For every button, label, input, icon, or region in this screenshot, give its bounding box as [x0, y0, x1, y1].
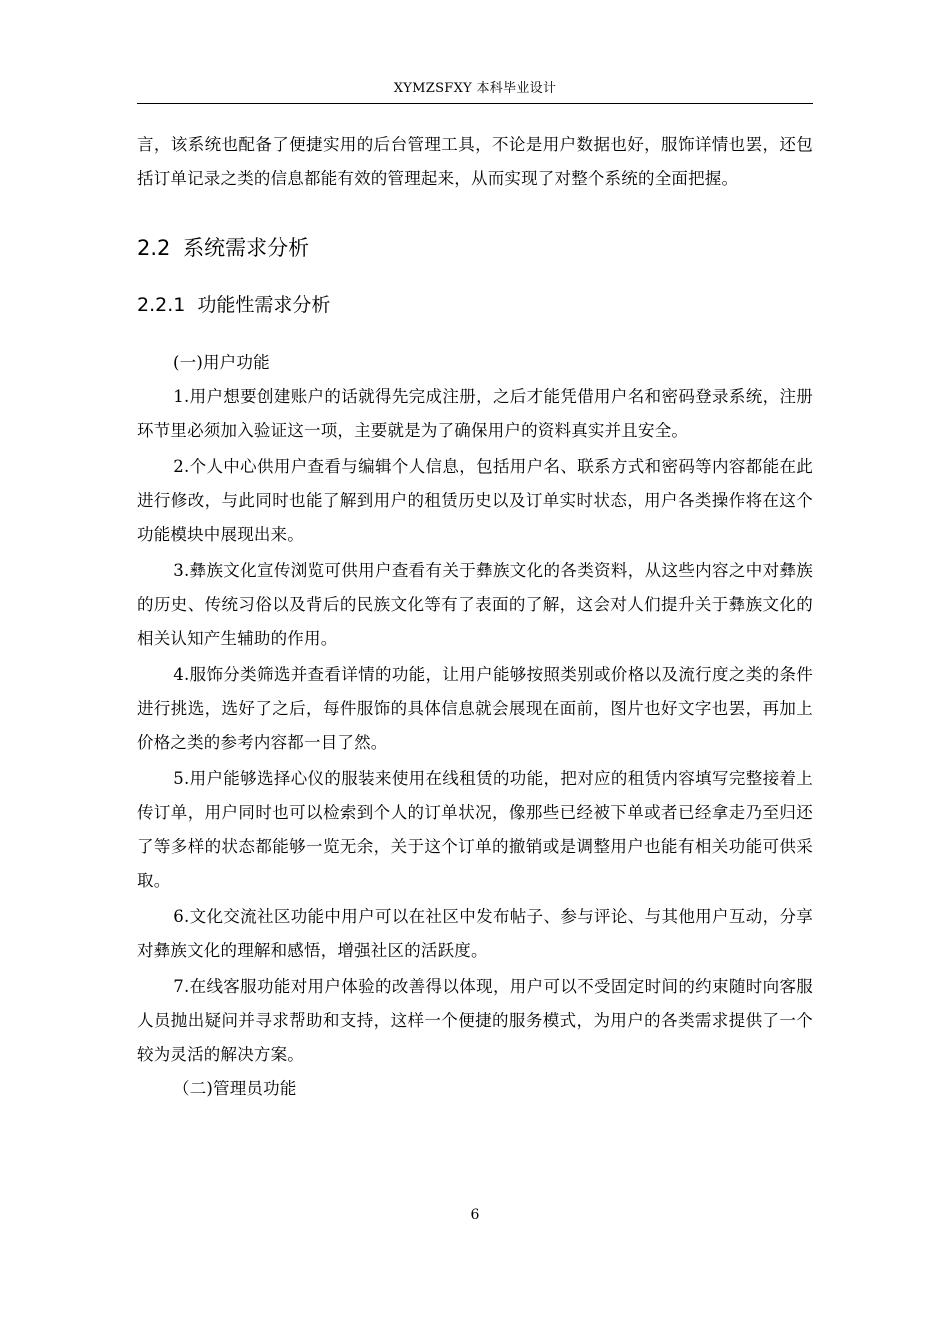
subsection-title: 功能性需求分析: [197, 294, 331, 316]
list-item: 2.个人中心供用户查看与编辑个人信息，包括用户名、联系方式和密码等内容都能在此进行修改，与此同时也能了解到用户的租赁历史以及订单实时状态，用户各类操作将在这个功能模块中展现出来。: [137, 457, 813, 544]
list-item: 7.在线客服功能对用户体验的改善得以体现，用户可以不受固定时间的约束随时向客服人员抛出疑问并寻求帮助和支持，这样一个便捷的服务模式，为用户的各类需求提供了一个较为灵活的解决方案。: [137, 977, 813, 1064]
subsection-number: 2.2.1: [137, 294, 186, 316]
section-heading: [137, 234, 813, 262]
list-item: 6.文化交流社区功能中用户可以在社区中发布帖子、参与评论、与其他用户互动，分享对彝族文化的理解和感悟，增强社区的活跃度。: [137, 907, 813, 960]
subsection-heading: [137, 292, 813, 318]
intro-paragraph: 言，该系统也配备了便捷实用的后台管理工具，不论是用户数据也好，服饰详情也罢，还包括订单记录之类的信息都能有效的管理起来，从而实现了对整个系统的全面把握。: [137, 135, 813, 188]
admin-functions-heading: （二)管理员功能: [173, 1079, 297, 1098]
list-item: 1.用户想要创建账户的话就得先完成注册，之后才能凭借用户名和密码登录系统，注册环节里必须加入验证这一项，主要就是为了确保用户的资料真实并且安全。: [137, 387, 813, 440]
page-number: 6: [470, 1207, 480, 1223]
user-functions-heading: (一)用户功能: [173, 353, 270, 372]
page-body: [137, 128, 813, 1106]
section-title: 系统需求分析: [183, 236, 310, 260]
list-item: 3.彝族文化宣传浏览可供用户查看有关于彝族文化的各类资料，从这些内容之中对彝族的历史、传统习俗以及背后的民族文化等有了表面的了解，这会对人们提升关于彝族文化的相关认知产生辅助的作用。: [137, 561, 813, 648]
running-header: XYMZSFXY 本科毕业设计: [393, 81, 557, 96]
header-divider: [137, 103, 813, 104]
list-item: 5.用户能够选择心仪的服装来使用在线租赁的功能，把对应的租赁内容填写完整接着上传订单，用户同时也可以检索到个人的订单状况，像那些已经被下单或者已经拿走乃至归还了等多样的状态都能够一览无余，关于这个订单的撤销或是调整用户也能有相关功能可供采取。: [137, 769, 813, 890]
list-item: 4.服饰分类筛选并查看详情的功能，让用户能够按照类别或价格以及流行度之类的条件进行挑选，选好了之后，每件服饰的具体信息就会展现在面前，图片也好文字也罢，再加上价格之类的参考内容都一目了然。: [137, 665, 813, 752]
section-number: 2.2: [137, 236, 171, 260]
